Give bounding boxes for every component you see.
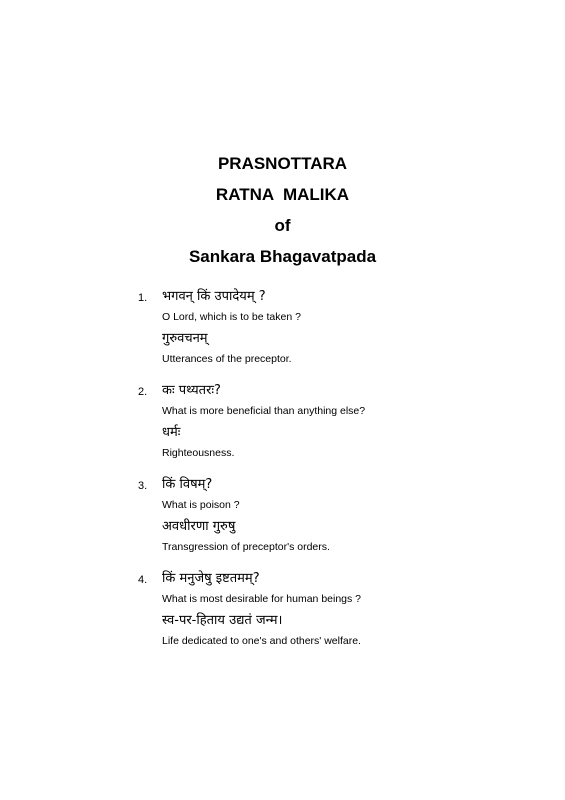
item-number: 4. <box>138 574 148 586</box>
answer-english: Righteousness. <box>162 447 235 459</box>
answer-sanskrit: अवधीरणा गुरुषु <box>162 519 236 534</box>
question-english: What is more beneficial than anything else? <box>162 405 366 417</box>
qa-item-2 <box>0 380 565 462</box>
answer-english: Life dedicated to one's and others' welfare. <box>162 635 361 647</box>
qa-item-3 <box>0 474 565 556</box>
question-sanskrit: भगवन् किं उपादेयम् ? <box>162 289 266 304</box>
qa-body <box>162 474 565 556</box>
qa-body <box>162 568 565 650</box>
qa-item-4 <box>0 568 565 650</box>
item-number: 1. <box>138 292 148 304</box>
item-number: 3. <box>138 480 148 492</box>
qa-body <box>162 286 565 368</box>
answer-sanskrit: धर्मः <box>162 425 181 440</box>
qa-item-1 <box>0 286 565 368</box>
qa-body <box>162 380 565 462</box>
answer-sanskrit: स्व-पर-हिताय उद्यतं जन्म। <box>162 613 283 628</box>
question-english: What is most desirable for human beings ? <box>162 593 362 605</box>
item-number: 2. <box>138 386 148 398</box>
title-line-1: PRASNOTTARA <box>217 154 348 173</box>
question-answer-list <box>0 286 565 662</box>
question-sanskrit: किं मनुजेषु इष्टतमम्? <box>162 571 260 586</box>
answer-english: Utterances of the preceptor. <box>162 353 292 365</box>
question-sanskrit: कः पथ्यतरः? <box>162 383 221 398</box>
title-block <box>0 148 565 272</box>
question-sanskrit: किं विषम्? <box>162 477 213 492</box>
title-line-2: RATNA MALIKA <box>215 185 350 204</box>
answer-sanskrit: गुरुवचनम् <box>162 331 208 346</box>
answer-english: Transgression of preceptor's orders. <box>162 541 330 553</box>
title-line-3: of <box>274 216 291 235</box>
title-line-4: Sankara Bhagavatpada <box>188 247 377 266</box>
question-english: What is poison ? <box>162 499 240 511</box>
question-english: O Lord, which is to be taken ? <box>162 311 301 323</box>
